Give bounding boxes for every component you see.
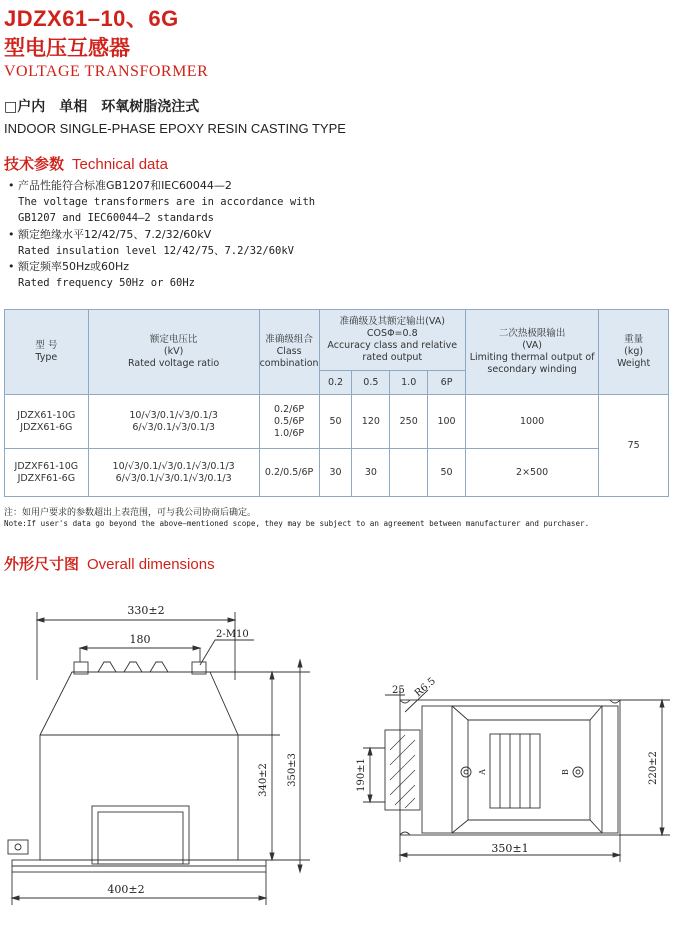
header-accuracy-cos: COSΦ=0.8 [366,328,418,339]
technical-heading-en: Technical data [72,156,168,173]
dim-radius: R6.5 [412,675,438,700]
header-voltage-unit: (kV) [163,346,184,357]
header-class [259,310,319,395]
bullet-standard [6,178,346,227]
cell-output: 100 [428,395,466,449]
type-value: JDZX61-10G [17,409,76,421]
ratio-value: 10/√3/0.1/√3/0.1/3 [129,409,218,421]
header-accuracy-en: Accuracy class and relative [327,340,458,351]
header-accuracy-en: rated output [362,352,423,363]
ratio-value: 6/√3/0.1/√3/0.1/√3/0.1/3 [115,472,232,484]
header-class-en: combination [259,358,319,369]
bullet-cn: • 产品性能符合标准GB1207和IEC60044—2 [18,179,232,192]
cell-type [5,395,89,449]
header-voltage [88,310,259,395]
cell-thermal: 2×500 [465,449,598,497]
dimensions-heading [4,553,215,574]
header-voltage-en: Rated voltage ratio [127,358,220,369]
dimensions-heading-en: Overall dimensions [87,556,215,573]
cell-output: 30 [319,449,352,497]
header-thermal-en: secondary winding [487,364,577,375]
type-english: INDOOR SINGLE-PHASE EPOXY RESIN CASTING TYPE [4,121,346,136]
technical-bullets [6,178,346,291]
header-type [5,310,89,395]
cell-class [259,395,319,449]
cell-output: 50 [319,395,352,449]
dim-offset: 25 [392,685,405,696]
accuracy-sub-0.5: 0.5 [352,371,390,395]
title-english: VOLTAGE TRANSFORMER [4,63,209,80]
bullet-cn: • 额定绝缘水平12/42/75、7.2/32/60kV [18,227,212,241]
type-value: JDZXF61-10G [14,460,79,472]
type-value: JDZX61-6G [20,421,73,433]
header-accuracy-cn: 准确级及其额定输出(VA) [339,316,445,327]
header-weight [599,310,669,395]
table-row [5,449,669,497]
ratio-value: 6/√3/0.1/√3/0.1/3 [132,421,215,433]
header-accuracy [319,310,465,371]
note-en: Note:If user's data go beyond the above—mentioned scope, they may be subject to an agreement between manufacturer and purchaser. [4,519,590,528]
dim-base-width: 400±2 [107,883,145,896]
accuracy-sub-1.0: 1.0 [390,371,428,395]
cell-weight: 75 [599,395,669,497]
technical-heading-cn: 技术参数 [4,155,65,173]
header-thermal-en: Limiting thermal output of [469,352,595,363]
header-type-cn: 型 号 [35,340,58,351]
cell-output [390,449,428,497]
title-chinese: 型电压互感器 [4,36,130,60]
dim-top-width: 330±2 [127,604,165,617]
type-chinese: □户内 单相 环氧树脂浇注式 [4,99,200,115]
ratio-value: 10/√3/0.1/√3/0.1/√3/0.1/3 [112,460,235,472]
dimensions-heading-cn: 外形尺寸图 [4,555,80,573]
cell-class: 0.2/0.5/6P [259,449,319,497]
header-weight-en: Weight [617,358,651,369]
header-voltage-cn: 额定电压比 [149,334,198,345]
bullet-cn: • 额定频率50Hz或60Hz [18,260,130,274]
dim-hole-height: 190±1 [356,758,367,792]
type-value: JDZXF61-6G [17,472,76,484]
terminal-a-label: A [478,769,487,775]
dim-length: 350±1 [491,842,529,855]
cell-ratio [88,395,259,449]
cell-output: 250 [390,395,428,449]
dim-terminal-spacing: 180 [129,633,151,646]
cell-output: 30 [352,449,390,497]
header-thermal-cn: 二次热极限输出 [498,328,566,339]
cell-ratio [88,449,259,497]
bullet-en: Rated insulation level 12/42/75、7.2/32/60kV [18,244,295,257]
dim-height-total: 350±3 [287,753,298,787]
cell-output: 50 [428,449,466,497]
cell-output: 120 [352,395,390,449]
bullet-en: GB1207 and IEC60044—2 standards [18,212,214,225]
front-view [8,612,310,905]
cell-type [5,449,89,497]
technical-heading [4,153,168,174]
class-value: 0.5/6P [274,415,305,427]
header-weight-cn: 重量 [624,334,644,345]
accuracy-sub-0.2: 0.2 [319,371,352,395]
accuracy-sub-6p: 6P [428,371,466,395]
bullet-en: Rated frequency 50Hz or 60Hz [18,277,196,290]
header-thermal-unit: (VA) [522,340,543,351]
side-view [363,688,670,862]
header-thermal [465,310,598,395]
header-class-en: Class [276,346,302,357]
bullet-frequency [6,259,346,291]
terminal-b-label: B [561,769,570,775]
model-number: JDZX61–10、6G [4,6,179,31]
note-cn: 注：如用户要求的参数超出上表范围，可与我公司协商后确定。 [4,508,257,518]
bullet-en: The voltage transformers are in accordance with [18,196,316,209]
dim-width: 220±2 [648,751,659,785]
class-value: 1.0/6P [274,427,305,439]
dim-terminal-label: 2-M10 [216,629,249,640]
header-type-en: Type [35,352,58,363]
dimension-drawing [0,590,680,942]
spec-table [4,309,669,497]
dim-height-body: 340±2 [258,763,269,797]
table-row [5,395,669,449]
cell-thermal: 1000 [465,395,598,449]
header-class-cn: 准确级组合 [265,334,313,345]
bullet-insulation [6,227,346,259]
class-value: 0.2/6P [274,403,305,415]
header-weight-unit: (kg) [624,346,644,357]
